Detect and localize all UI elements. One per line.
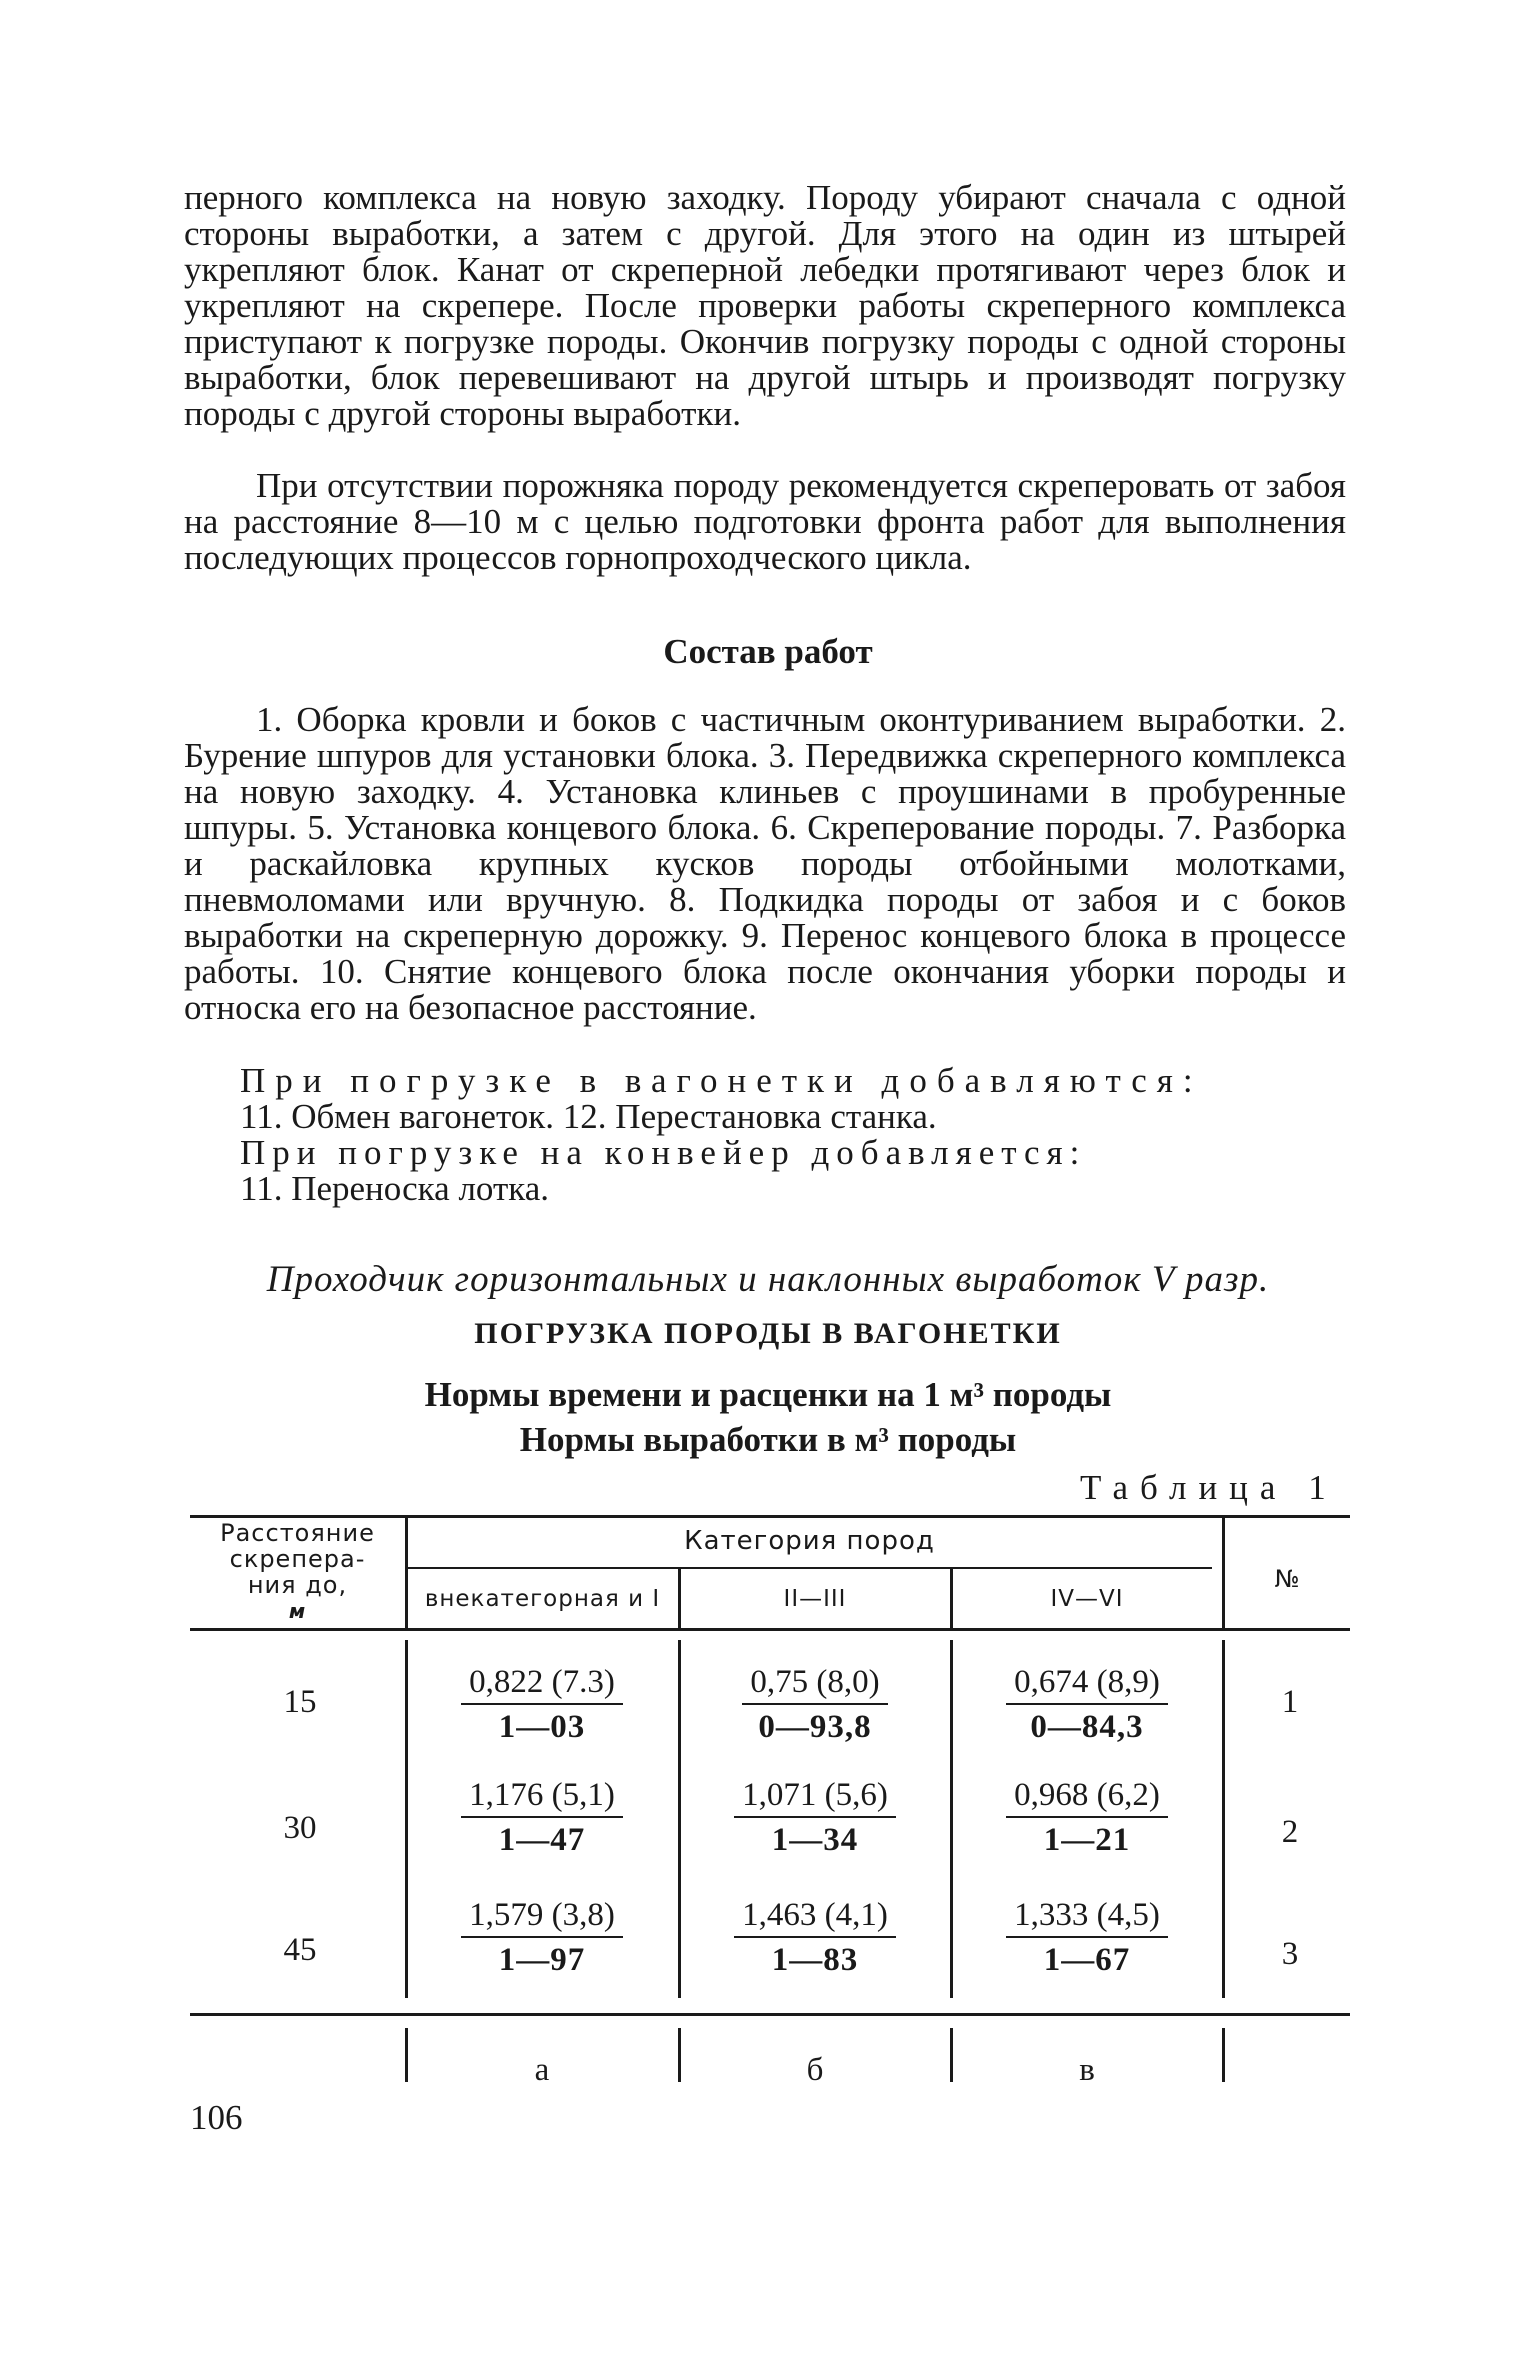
wagon-items: 11. Обмен вагонеток. 12. Перестановка станка.	[240, 1097, 937, 1136]
column-letter-b: б	[806, 2052, 824, 2088]
cell-rate: 1—67	[1043, 1942, 1131, 1978]
page-number: 106	[190, 2098, 243, 2137]
header-category: Категория пород	[684, 1526, 935, 1556]
category-rule	[407, 1567, 1212, 1569]
cell-norm: 0,968 (6,2)	[1006, 1777, 1168, 1818]
cell-norm: 1,071 (5,6)	[734, 1777, 896, 1818]
header-col-1: внекатегорная и I	[424, 1586, 661, 1612]
cell-norm: 0,674 (8,9)	[1006, 1664, 1168, 1705]
table-cell	[407, 1777, 677, 1859]
table-cell	[952, 1664, 1222, 1746]
header-distance-line: скрепера-	[229, 1545, 366, 1573]
cell-norm: 1,463 (4,1)	[734, 1897, 896, 1938]
paragraph-1: перного комплекса на новую заходку. Породу убирают сначала с одной стороны выработки, а затем с другой. Для этого на один из штырей укрепляют блок. Канат от скреперной лебедки протягивают через блок и укрепляют на скрепере. После проверки работы скреперного комплекса приступают к погрузке породы. Окончив погрузку породы с одной стороны выработки, блок перевешивают на другой штырь и производят погрузку породы с другой стороны выработки.	[184, 178, 1346, 433]
row-distance: 30	[283, 1810, 317, 1846]
cell-rate: 1—97	[498, 1942, 586, 1978]
column-letter-a: а	[534, 2052, 550, 2088]
header-distance-line: Расстояние	[220, 1519, 375, 1547]
table-cell	[407, 1897, 677, 1979]
section-title: Состав работ	[663, 632, 873, 671]
paragraph-2: При отсутствии порожняка породу рекомендуется скреперовать от забоя на расстояние 8—10 м с целью подготовки фронта работ для выполнения последующих процессов горнопроходческого цикла.	[184, 466, 1346, 577]
cell-rate: 1—21	[1043, 1822, 1131, 1858]
row-number: 3	[1281, 1936, 1299, 1972]
norms-title-2: Нормы выработки в м³ породы	[519, 1420, 1017, 1459]
table-cell	[407, 1664, 677, 1746]
table-bottom-rule	[190, 2013, 1350, 2016]
cell-rate: 0—84,3	[1030, 1709, 1144, 1745]
operation-title: ПОГРУЗКА ПОРОДЫ В ВАГОНЕТКИ	[474, 1317, 1062, 1350]
cell-rate: 1—34	[771, 1822, 859, 1858]
table-cell	[952, 1897, 1222, 1979]
header-distance-line: ния до,	[247, 1571, 348, 1599]
cell-rate: 1—03	[498, 1709, 586, 1745]
table-cell	[680, 1897, 950, 1979]
footer-divider-4	[1222, 2028, 1225, 2082]
work-list: 1. Оборка кровли и боков с частичным оконтуриванием выработки. 2. Бурение шпуров для установки блока. 3. Передвижка скреперного комплекса на новую заходку. 4. Установка клиньев с проушинами в пробуренные шпуры. 5. Установка концевого блока. 6. Скреперование породы. 7. Разборка и раскайловка крупных кусков породы отбойными молотками, пневмоломами или вручную. 8. Подкидка породы от забоя и с боков выработки на скреперную дорожку. 9. Перенос концевого блока в процессе работы. 10. Снятие концевого блока после окончания уборки породы и относка его на безопасное расстояние.	[184, 700, 1346, 1027]
table-top-rule	[190, 1515, 1350, 1518]
row-distance: 45	[283, 1932, 317, 1968]
header-bottom-rule	[190, 1628, 1350, 1631]
cell-rate: 0—93,8	[758, 1709, 872, 1745]
table-cell	[680, 1777, 950, 1859]
cell-norm: 0,822 (7.3)	[461, 1664, 623, 1705]
header-distance-line: м	[288, 1599, 307, 1623]
column-letter-v: в	[1079, 2052, 1095, 2088]
row-number: 2	[1281, 1814, 1299, 1850]
cell-norm: 0,75 (8,0)	[742, 1664, 887, 1705]
header-col-3: IV—VI	[1050, 1586, 1124, 1612]
table-cell	[680, 1664, 950, 1746]
cell-rate: 1—83	[771, 1942, 859, 1978]
table-label: Таблица 1	[1080, 1468, 1338, 1507]
cell-norm: 1,579 (3,8)	[461, 1897, 623, 1938]
cell-norm: 1,176 (5,1)	[461, 1777, 623, 1818]
row-number: 1	[1281, 1684, 1299, 1720]
header-col-2: II—III	[783, 1586, 847, 1612]
body-divider-4	[1222, 1640, 1225, 1998]
cell-norm: 1,333 (4,5)	[1006, 1897, 1168, 1938]
wagon-heading: При погрузке в вагонетки добавляются:	[240, 1061, 1203, 1100]
conveyor-heading: При погрузке на конвейер добавляется:	[240, 1133, 1087, 1172]
conveyor-items: 11. Переноска лотка.	[240, 1169, 550, 1208]
header-number: №	[1274, 1565, 1301, 1593]
norms-title-1: Нормы времени и расценки на 1 м³ породы	[424, 1375, 1112, 1414]
header-distance	[190, 1520, 405, 1624]
profession-title: Проходчик горизонтальных и наклонных выработок V разр.	[266, 1259, 1270, 1300]
row-distance: 15	[283, 1684, 317, 1720]
cell-rate: 1—47	[498, 1822, 586, 1858]
table-cell	[952, 1777, 1222, 1859]
